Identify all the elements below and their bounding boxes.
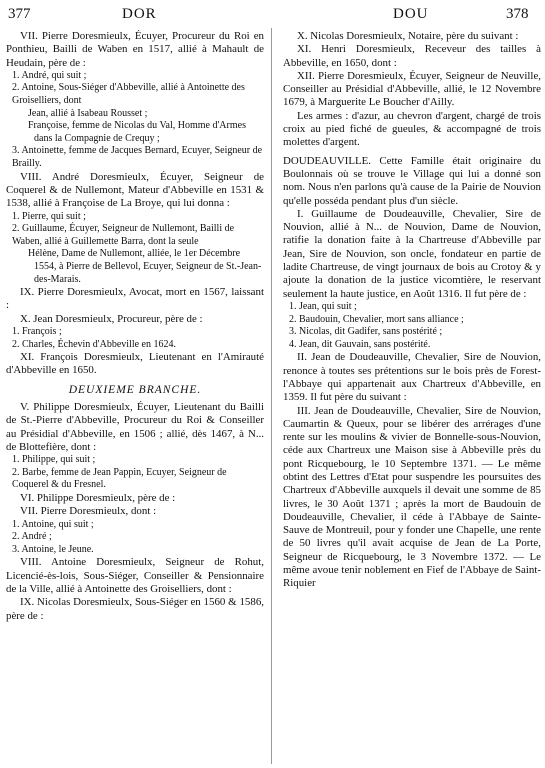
section-heading: DEUXIEME BRANCHE. — [68, 383, 202, 396]
list-item: 2. Guillaume, Écuyer, Seigneur de Nullemont, Bailli de Waben, allié à Guillemette Barra, dont la seule — [12, 223, 235, 247]
paragraph: IX. Pierre Doresmieulx, Avocat, mort en 1567, laissant : — [6, 286, 264, 312]
list-item: 2. André ; — [12, 531, 52, 543]
right-page-number: 378 — [506, 6, 529, 22]
list-item: 1. François ; — [12, 325, 62, 337]
list-item: 2. Charles, Échevin d'Abbeville en 1624. — [12, 338, 176, 350]
paragraph: XI. François Doresmieulx, Lieutenant en l'Amirauté d'Abbeville en 1650. — [6, 351, 264, 377]
list-item: 1. André, qui suit ; — [12, 69, 87, 81]
right-running-head: DOU — [393, 6, 429, 22]
list-item: 3. Antoinette, femme de Jacques Bernard, Ecuyer, Seigneur de Brailly. — [12, 145, 263, 170]
list-item: 1. Jean, qui suit ; — [289, 300, 357, 312]
list-item: 2. Baudouin, Chevalier, mort sans alliance ; — [289, 313, 464, 325]
sub-list-item: Jean, allié à Isabeau Rousset ; — [28, 107, 148, 119]
list-item: 3. Nicolas, dit Gadifer, sans postérité ; — [289, 326, 443, 338]
paragraph: VI. Philippe Doresmieulx, père de : — [20, 492, 176, 505]
paragraph: VIII. André Doresmieulx, Écuyer, Seigneur de Coquerel & de Nullemont, Mateur d'Abbeville en 1531 & 1538, allié à Françoise de La Broye, qui lui donna : — [6, 170, 264, 210]
paragraph: X. Nicolas Doresmieulx, Notaire, père du suivant : — [297, 30, 519, 42]
left-column — [6, 30, 264, 623]
paragraph: II. Jean de Doudeauville, Chevalier, Sire de Nouvion, renonce à toutes ses prétentions sur le bois près de Forest-l'Abbaye qui appartenait aux Chartreux d'Abbeville, en 1359. Il fut père du suivant : — [283, 351, 541, 404]
list-item: 2. Barbe, femme de Jean Pappin, Ecuyer, Seigneur de Coquerel & du Fresnel. — [12, 466, 227, 491]
paragraph: VII. Pierre Doresmieulx, Écuyer, Procureur du Roi en Ponthieu, Bailli de Waben en 1517, allié à Mahault de Heudain, père de : — [6, 30, 264, 69]
paragraph: X. Jean Doresmieulx, Procureur, père de : — [20, 312, 203, 325]
paragraph: Les armes : d'azur, au chevron d'argent, chargé de trois croix au pied fiché de gueules, & accompagné de trois molettes d'argent. — [283, 109, 541, 149]
sub-list-item: Françoise, femme de Nicolas du Val, Homme d'Armes dans la Compagnie de Crequy ; — [28, 120, 246, 144]
list-item: 2. Antoine, Sous-Siéger d'Abbeville, allié à Antoinette des Groiselliers, dont — [12, 82, 245, 107]
sub-list-item: Hélène, Dame de Nullemont, alliée, le 1er Décembre 1554, à Pierre de Bellevol, Ecuyer, Seigneur de St.-Jean-des-Marais. — [28, 248, 262, 285]
paragraph: XI. Henri Doresmieulx, Receveur des tailles à Abbeville, en 1650, dont : — [283, 43, 541, 69]
right-column — [283, 30, 541, 591]
paragraph: III. Jean de Doudeauville, Chevalier, Sire de Nouvion, Caumartin & Queux, pour se libérer des arrérages d'une rente sur les moulins & vivier de Bonnelle-sous-Nouvion, céde aux Chartreux une Maison sise à Abbeville près du pont Ricquebourg, le 10 Septembre 1371. — Le même obtint des Lettres d'Etat pour suspendre les poursuites des Chartreux d'Abbeville auxquels il devait une somme de 85 livres, le 30 Août 1371 ; après la mort de Baudouin de Doudeauville, Chevalier, il céde à l'Abbaye de Sainte-Sauve de Montreuil, pour y fonder une Chapelle, une rente de 50 livres qu'il avait acquise de Jean de La Porte, Seigneur de Ricquebourg, le 3 Novembre 1372. — Le même avoue tenir noblement en Fief de l'Abbaye de Saint-Riquier — [283, 404, 541, 590]
entry-heading-paragraph: DOUDEAUVILLE. Cette Famille était originaire du Boulonnais où se trouve le Village qui lui a donné son nom. Nous n'en parlons qu'à cause de la Pairie de Nouvion qu'elle posséda pendant plus d'un siècle. — [283, 154, 541, 207]
paragraph: VII. Pierre Doresmieulx, dont : — [20, 505, 157, 518]
list-item: 1. Philippe, qui suit ; — [12, 454, 96, 466]
left-running-head: DOR — [122, 6, 157, 22]
paragraph: VIII. Antoine Doresmieulx, Seigneur de Rohut, Licencié-ès-lois, Sous-Siéger, Conseiller & Pensionnaire de la Ville, allié à Antoinette des Groiselliers, dont : — [6, 556, 264, 595]
paragraph: XII. Pierre Doresmieulx, Écuyer, Seigneur de Neuville, Conseiller au Présidial d'Abbeville, allié, le 12 Novembre 1679, à Marguerite Le Boucher d'Ailly. — [283, 69, 541, 109]
paragraph: I. Guillaume de Doudeauville, Chevalier, Sire de Nouvion, allié à N... de Nouvion, Dame de Nouvion, ratifie la donation faite à la Chartreuse d'Abbeville par Jean, Sire de Nouvion, son oncle, fondateur en partie de ladite Chartreuse, de vingt journaux de bois au Crotoy & y ajoute la donation de la justice vicomtière, le reservant seulement la haute justice, en Août 1316. Il fut père de : — [283, 207, 541, 300]
left-page-number: 377 — [8, 6, 31, 22]
column-divider — [271, 28, 272, 764]
list-item: 1. Pierre, qui suit ; — [12, 210, 86, 222]
paragraph: V. Philippe Doresmieulx, Écuyer, Lieutenant du Bailli de St.-Pierre d'Abbeville, Procureur du Roi & Conseiller au Présidial d'Abbeville, en 1506 ; allié, dès 1467, à N... de Blottefière, dont : — [6, 401, 264, 453]
list-item: 3. Antoine, le Jeune. — [12, 543, 94, 555]
list-item: 1. Antoine, qui suit ; — [12, 518, 94, 530]
paragraph: IX. Nicolas Doresmieulx, Sous-Siéger en 1560 & 1586, père de : — [6, 596, 264, 622]
page-header — [0, 0, 545, 26]
list-item: 4. Jean, dit Gauvain, sans postérité. — [289, 338, 431, 350]
